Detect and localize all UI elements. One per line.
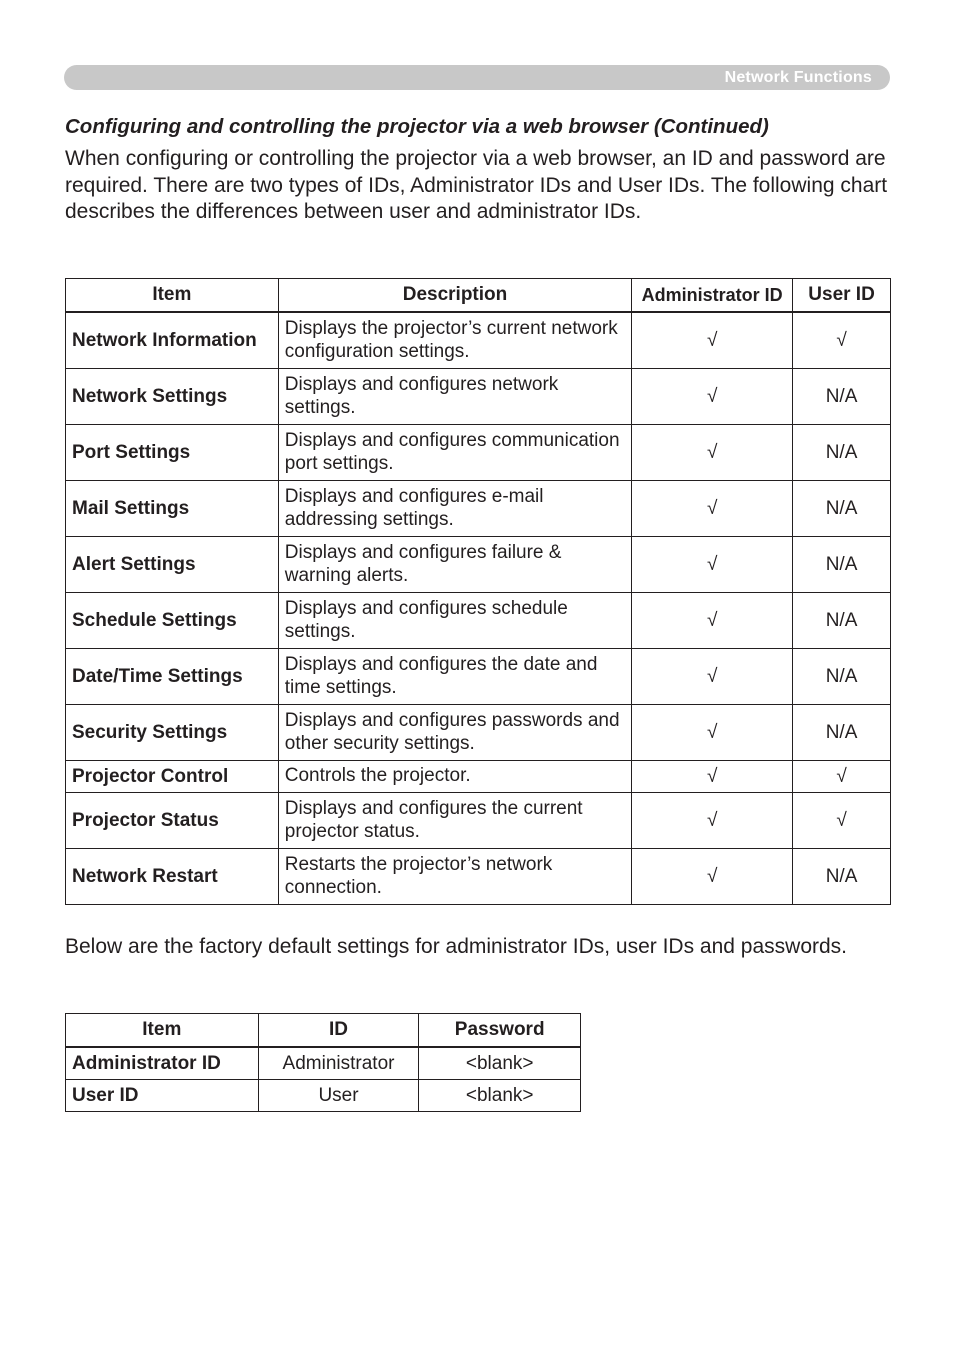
row-item: Network Settings — [66, 369, 279, 425]
header-user-id: User ID — [793, 279, 891, 313]
row-admin-access: √ — [632, 425, 793, 481]
row-admin-access: √ — [632, 849, 793, 905]
row-description: Displays and configures e-mail addressing settings. — [278, 481, 631, 537]
table-row — [66, 705, 891, 761]
row-description: Controls the projector. — [278, 761, 631, 793]
row-user-access: N/A — [793, 705, 891, 761]
defaults-paragraph: Below are the factory default settings for administrator IDs, user IDs and passwords. — [65, 935, 848, 958]
table-row — [66, 481, 891, 537]
row-user-access: √ — [793, 761, 891, 793]
table-row — [66, 793, 891, 849]
permissions-table — [65, 278, 891, 905]
header-password: Password — [419, 1014, 581, 1048]
row-password: <blank> — [419, 1047, 581, 1080]
row-admin-access: √ — [632, 537, 793, 593]
row-id: Administrator — [258, 1047, 419, 1080]
row-item: Schedule Settings — [66, 593, 279, 649]
row-user-access: N/A — [793, 593, 891, 649]
section-header-label: Network Functions — [724, 69, 872, 86]
row-item: Administrator ID — [66, 1047, 259, 1080]
row-admin-access: √ — [632, 649, 793, 705]
row-user-access: N/A — [793, 849, 891, 905]
row-item: Network Information — [66, 312, 279, 369]
defaults-header-row — [66, 1014, 581, 1048]
row-item: User ID — [66, 1080, 259, 1112]
row-description: Displays and configures the current projector status. — [278, 793, 631, 849]
row-admin-access: √ — [632, 761, 793, 793]
table-row — [66, 849, 891, 905]
row-description: Displays the projector’s current network configuration settings. — [278, 312, 631, 369]
row-description: Restarts the projector’s network connection. — [278, 849, 631, 905]
row-user-access: √ — [793, 312, 891, 369]
table-row — [66, 312, 891, 369]
section-header-bar — [64, 65, 890, 90]
row-admin-access: √ — [632, 312, 793, 369]
row-item: Projector Status — [66, 793, 279, 849]
header-item: Item — [66, 279, 279, 313]
row-admin-access: √ — [632, 593, 793, 649]
row-description: Displays and configures communication port settings. — [278, 425, 631, 481]
row-user-access: √ — [793, 793, 891, 849]
row-description: Displays and configures passwords and other security settings. — [278, 705, 631, 761]
table-row — [66, 1047, 581, 1080]
row-description: Displays and configures failure & warning alerts. — [278, 537, 631, 593]
row-user-access: N/A — [793, 481, 891, 537]
intro-paragraph: When configuring or controlling the projector via a web browser, an ID and password are required. There are two types of IDs, Administrator IDs and User IDs. The following chart describes the differences between user and administrator IDs. — [65, 147, 888, 223]
row-user-access: N/A — [793, 369, 891, 425]
row-user-access: N/A — [793, 649, 891, 705]
row-user-access: N/A — [793, 425, 891, 481]
row-item: Projector Control — [66, 761, 279, 793]
row-admin-access: √ — [632, 369, 793, 425]
row-item: Date/Time Settings — [66, 649, 279, 705]
row-password: <blank> — [419, 1080, 581, 1112]
header-description: Description — [278, 279, 631, 313]
row-item: Mail Settings — [66, 481, 279, 537]
row-item: Security Settings — [66, 705, 279, 761]
row-item: Port Settings — [66, 425, 279, 481]
row-description: Displays and configures schedule settings. — [278, 593, 631, 649]
row-user-access: N/A — [793, 537, 891, 593]
table-row — [66, 593, 891, 649]
table-row — [66, 369, 891, 425]
table-row — [66, 761, 891, 793]
row-item: Alert Settings — [66, 537, 279, 593]
row-admin-access: √ — [632, 793, 793, 849]
row-item: Network Restart — [66, 849, 279, 905]
table-row — [66, 649, 891, 705]
row-description: Displays and configures network settings. — [278, 369, 631, 425]
header-item: Item — [66, 1014, 259, 1048]
row-admin-access: √ — [632, 705, 793, 761]
row-id: User — [258, 1080, 419, 1112]
row-admin-access: √ — [632, 481, 793, 537]
defaults-table — [65, 1013, 581, 1112]
section-title: Configuring and controlling the projector via a web browser (Continued) — [65, 115, 769, 138]
row-description: Displays and configures the date and time settings. — [278, 649, 631, 705]
table-row — [66, 1080, 581, 1112]
permissions-header-row — [66, 279, 891, 313]
header-id: ID — [258, 1014, 419, 1048]
table-row — [66, 425, 891, 481]
header-administrator-id: Administrator ID — [632, 279, 793, 313]
table-row — [66, 537, 891, 593]
